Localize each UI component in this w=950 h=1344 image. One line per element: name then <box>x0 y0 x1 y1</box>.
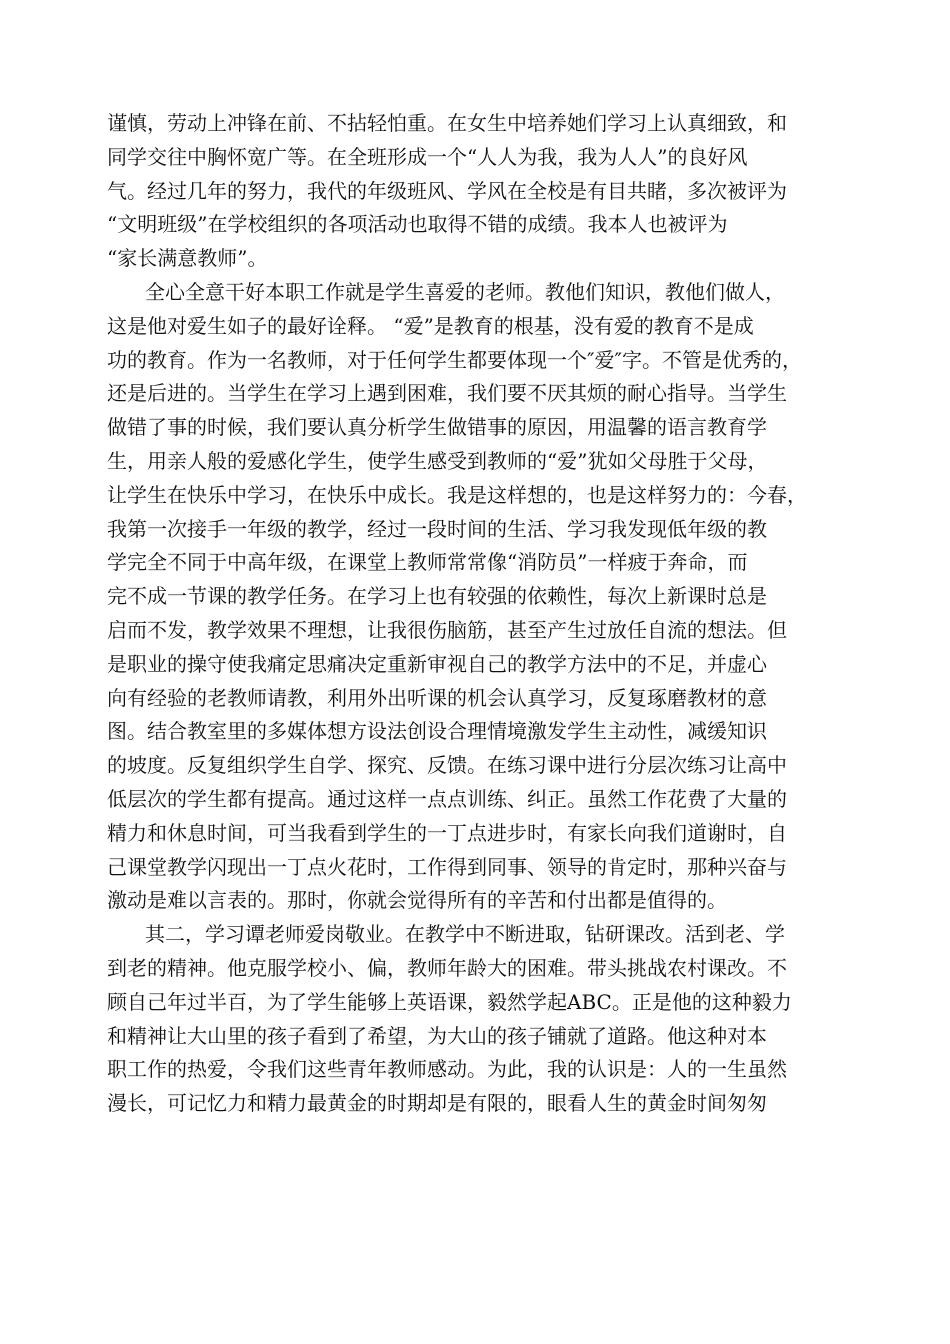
text-line: 图。结合教室里的多媒体想方设法创设合理情境激发学生主动性，减缓知识 <box>107 719 767 744</box>
text-line: 向有经验的老教师请教，利用外出听课的机会认真学习，反复琢磨教材的意 <box>107 685 767 710</box>
text-line: 到老的精神。他克服学校小、偏，教师年龄大的困难。带头挑战农村课改。不 <box>107 955 787 980</box>
text-line: 漫长，可记忆力和精力最黄金的时期却是有限的，眼看人生的黄金时间匆匆 <box>107 1091 767 1116</box>
text-line: 职工作的热爱，令我们这些青年教师感动。为此，我的认识是：人的一生虽然 <box>107 1057 787 1082</box>
text-line: 做错了事的时候，我们要认真分析学生做错事的原因，用温馨的语言教育学 <box>107 415 767 440</box>
text-line: 还是后进的。当学生在学习上遇到困难，我们要不厌其烦的耐心指导。当学生 <box>107 381 787 406</box>
text-line: 生，用亲人般的爱感化学生，使学生感受到教师的“爱”犹如父母胜于父母， <box>107 448 768 473</box>
text-line: 精力和休息时间，可当我看到学生的一丁点进步时，有家长向我们道谢时，自 <box>107 820 787 845</box>
text-line: 这是他对爱生如子的最好诠释。 “爱”是教育的根基，没有爱的教育不是成 <box>107 313 754 338</box>
text-line: 完不成一节课的教学任务。在学习上也有较强的依赖性，每次上新课时总是 <box>107 584 767 609</box>
text-line: 顾自己年过半百，为了学生能够上英语课，毅然学起ABC。正是他的这种毅力 <box>107 989 792 1014</box>
text-line: 和精神让大山里的孩子看到了希望，为大山的孩子铺就了道路。他这种对本 <box>107 1023 767 1048</box>
text-line: 全心全意干好本职工作就是学生喜爱的老师。教他们知识，教他们做人， <box>145 279 785 304</box>
paragraph-3 <box>107 918 859 1121</box>
text-line: 让学生在快乐中学习，在快乐中成长。我是这样想的，也是这样努力的：今春， <box>107 482 807 507</box>
text-line: 功的教育。作为一名教师，对于任何学生都要体现一个″爱″字。不管是优秀的， <box>107 347 802 372</box>
text-line: 的坡度。反复组织学生自学、探究、反馈。在练习课中进行分层次练习让高中 <box>107 753 787 778</box>
paragraph-2 <box>107 276 859 918</box>
text-line: 谨慎，劳动上冲锋在前、不拈轻怕重。在女生中培养她们学习上认真细致，和 <box>107 111 787 135</box>
text-line: 启而不发，教学效果不理想，让我很伤脑筋，甚至产生过放任自流的想法。但 <box>107 617 787 642</box>
text-line: 学完全不同于中高年级，在课堂上教师常常像“消防员”一样疲于奔命，而 <box>107 550 748 575</box>
text-line: 其二，学习谭老师爱岗敬业。在教学中不断进取，钻研课改。活到老、学 <box>145 922 785 947</box>
text-line: 气。经过几年的努力，我代的年级班风、学风在全校是有目共睹，多次被评为 <box>107 178 787 203</box>
text-line: 是职业的操守使我痛定思痛决定重新审视自己的教学方法中的不足，并虚心 <box>107 651 767 676</box>
text-line: 己课堂教学闪现出一丁点火花时，工作得到同事、领导的肯定时，那种兴奋与 <box>107 854 787 879</box>
text-line: 低层次的学生都有提高。通过这样一点点训练、纠正。虽然工作花费了大量的 <box>107 786 787 811</box>
text-line: 激动是难以言表的。那时，你就会觉得所有的辛苦和付出都是值得的。 <box>107 888 727 913</box>
text-line: 同学交往中胸怀宽广等。在全班形成一个“人人为我，我为人人”的良好风 <box>107 144 748 169</box>
document-page <box>107 107 859 1121</box>
text-line: “文明班级”在学校组织的各项活动也取得不错的成绩。我本人也被评为 <box>107 212 728 237</box>
paragraph-1 <box>107 107 859 276</box>
text-line: “家长满意教师”。 <box>107 246 268 271</box>
text-line: 我第一次接手一年级的教学，经过一段时间的生活、学习我发现低年级的教 <box>107 516 767 541</box>
